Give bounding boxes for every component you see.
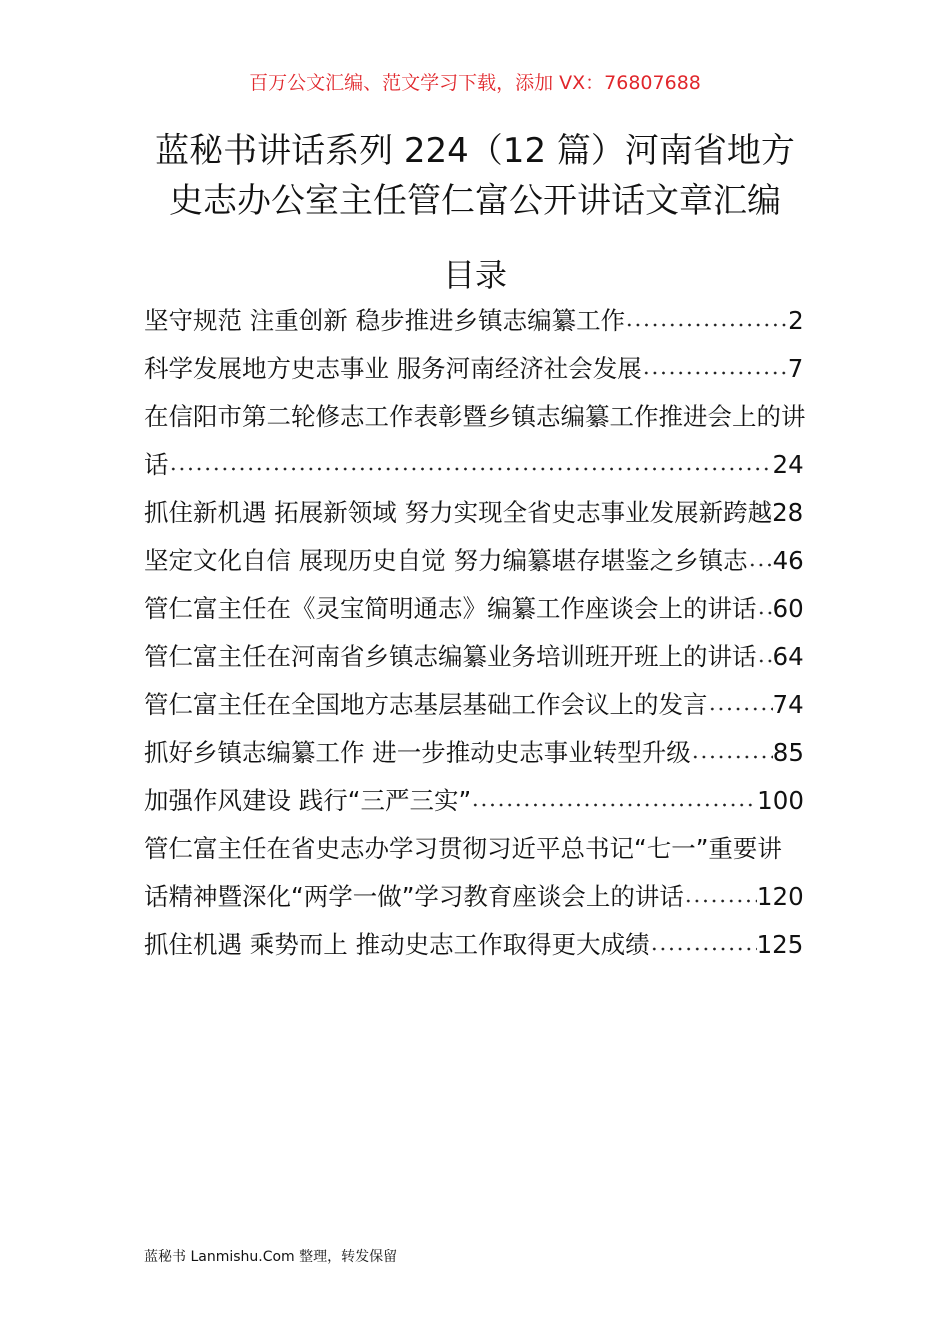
- dot-leader: [757, 609, 773, 617]
- toc-entry[interactable]: [144, 921, 806, 969]
- dot-leader: [650, 945, 757, 953]
- toc-entry-page: 64: [772, 642, 804, 671]
- dot-leader: [691, 753, 773, 761]
- toc-entry-page: 85: [772, 738, 804, 767]
- table-of-contents: [144, 297, 806, 969]
- toc-entry-title: 坚定文化自信 展现历史自觉 努力编纂堪存堪鉴之乡镇志: [144, 546, 748, 575]
- document-title: [0, 126, 950, 226]
- toc-entry-page: 100: [757, 786, 804, 815]
- toc-entry-page: 24: [772, 450, 804, 479]
- toc-entry[interactable]: [144, 633, 806, 681]
- title-line-2: 史志办公室主任管仁富公开讲话文章汇编: [169, 181, 781, 221]
- title-line-1: 蓝秘书讲话系列 224（12 篇）河南省地方: [155, 131, 795, 171]
- toc-entry[interactable]: [144, 777, 806, 825]
- dot-leader: [471, 801, 757, 809]
- dot-leader: [708, 705, 773, 713]
- toc-entry-page: 60: [772, 594, 804, 623]
- toc-entry-page: 74: [772, 690, 804, 719]
- footer-note: 蓝秘书 Lanmishu.Com 整理，转发保留: [144, 1249, 398, 1265]
- toc-entry-page: 125: [756, 930, 804, 959]
- dot-leader: [757, 657, 773, 665]
- toc-entry-title: 抓好乡镇志编纂工作 进一步推动史志事业转型升级: [144, 738, 691, 767]
- toc-entry[interactable]: [144, 585, 806, 633]
- dot-leader: [169, 465, 773, 473]
- dot-leader: [642, 369, 788, 377]
- download-banner: 百万公文汇编、范文学习下载，添加 VX：76807688: [249, 72, 701, 94]
- toc-entry[interactable]: [144, 681, 806, 729]
- toc-entry[interactable]: [144, 297, 806, 345]
- toc-entry-title: 坚守规范 注重创新 稳步推进乡镇志编纂工作: [144, 306, 626, 335]
- toc-entry-title: 管仁富主任在省史志办学习贯彻习近平总书记“七一”重要讲话精神暨深化“两学一做”学习教育座谈会上的讲话: [144, 834, 782, 911]
- toc-entry-page: 120: [756, 882, 804, 911]
- toc-heading: 目录: [442, 256, 507, 294]
- toc-entry[interactable]: [144, 345, 806, 393]
- toc-entry[interactable]: [144, 393, 806, 489]
- toc-entry-title: 管仁富主任在全国地方志基层基础工作会议上的发言: [144, 690, 708, 719]
- toc-entry-title: 科学发展地方史志事业 服务河南经济社会发展: [144, 354, 642, 383]
- toc-entry-page: 2: [788, 306, 804, 335]
- toc-entry-title: 抓住机遇 乘势而上 推动史志工作取得更大成绩: [144, 930, 650, 959]
- toc-entry-title: 抓住新机遇 拓展新领域 努力实现全省史志事业发展新跨越: [144, 498, 773, 527]
- dot-leader: [748, 561, 773, 569]
- toc-entry-page: 28: [772, 498, 804, 527]
- toc-entry-title: 管仁富主任在河南省乡镇志编纂业务培训班开班上的讲话: [144, 642, 757, 671]
- toc-entry-title: 加强作风建设 践行“三严三实”: [144, 786, 472, 815]
- toc-entry-title: 在信阳市第二轮修志工作表彰暨乡镇志编纂工作推进会上的讲话: [144, 402, 806, 479]
- dot-leader: [625, 321, 788, 329]
- toc-entry[interactable]: [144, 537, 806, 585]
- toc-entry-title: 管仁富主任在《灵宝简明通志》编纂工作座谈会上的讲话: [144, 594, 757, 623]
- dot-leader: [684, 897, 757, 905]
- toc-entry-page: 7: [787, 354, 804, 383]
- toc-entry-page: 46: [772, 546, 804, 575]
- toc-entry[interactable]: [144, 729, 806, 777]
- toc-entry[interactable]: [144, 489, 806, 537]
- toc-entry[interactable]: [144, 825, 806, 921]
